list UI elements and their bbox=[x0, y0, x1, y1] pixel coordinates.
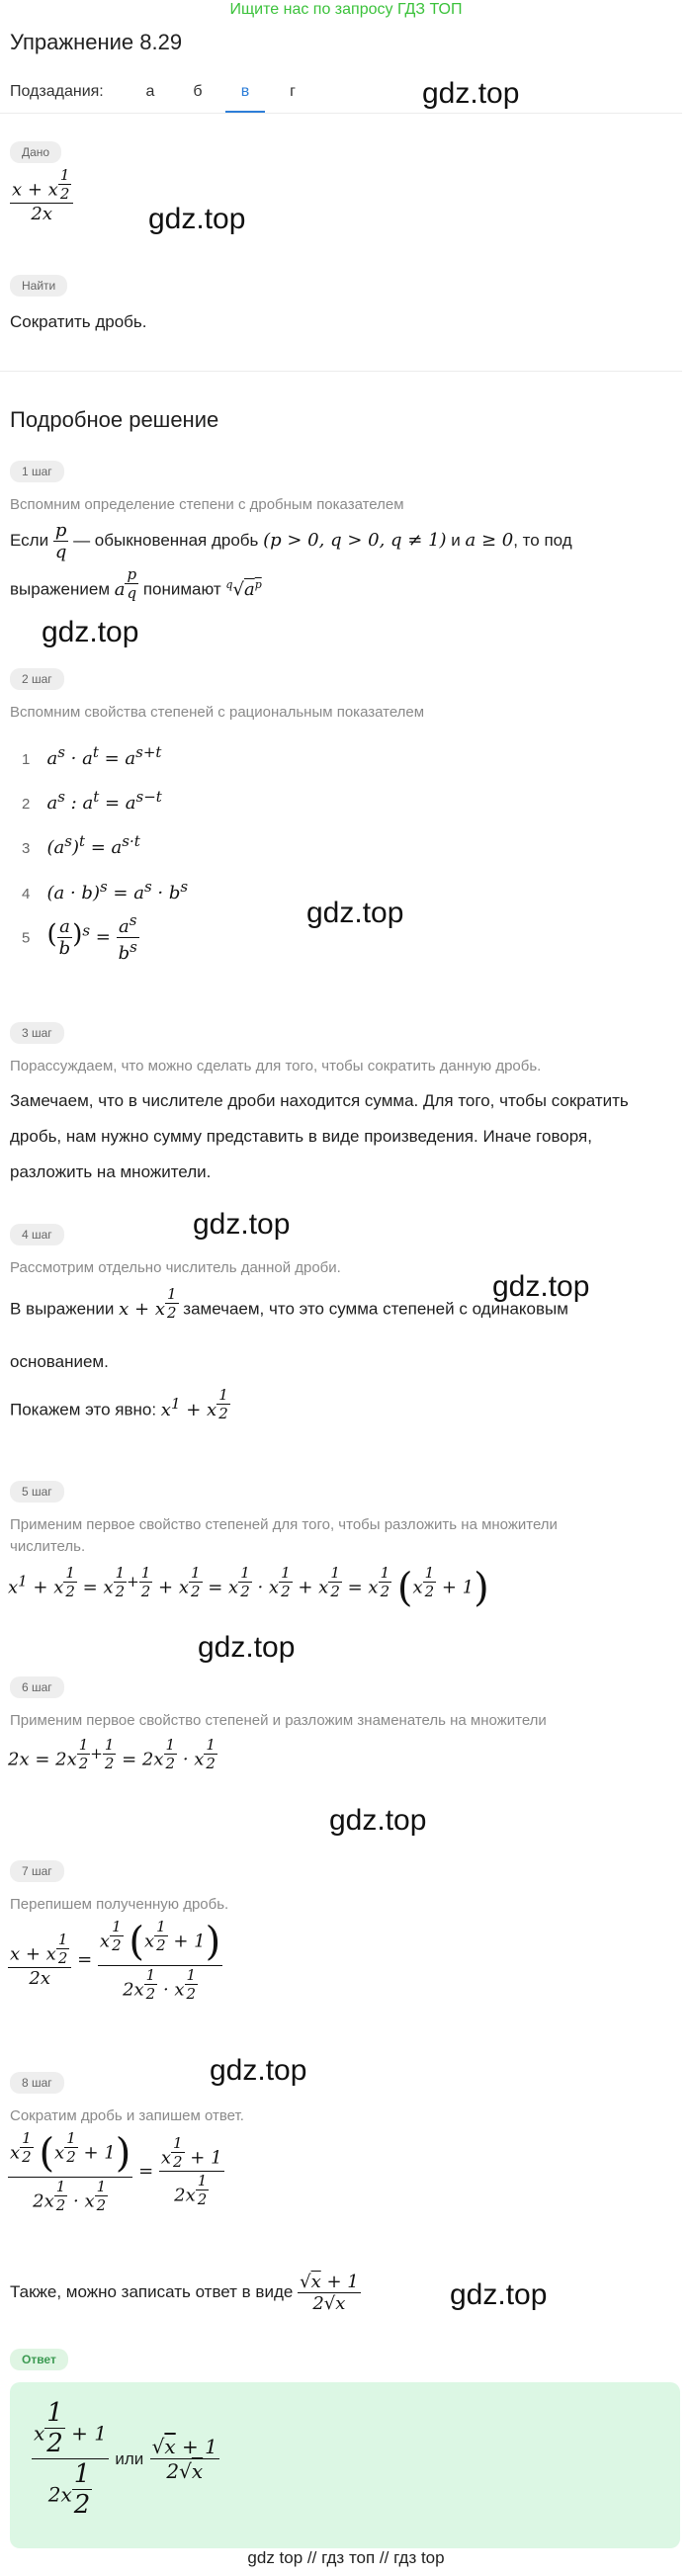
property-1: 1 $a^s \cdot a^t = a^{s+t}$ bbox=[22, 743, 162, 769]
solution-title: Подробное решение bbox=[10, 407, 219, 432]
step-hint: Сократим дробь и запишем ответ. bbox=[10, 2107, 244, 2124]
answer-or: или bbox=[115, 2449, 144, 2468]
watermark: gdz.top bbox=[329, 1804, 427, 1837]
step-hint: Применим первое свойство степеней для того, чтобы разложить на множители bbox=[10, 1516, 558, 1533]
step4-line1: В выражении x + x $^{\frac{1}{2}}$ замечаем, что это сумма степеней с одинаковым bbox=[10, 1285, 568, 1322]
step6-formula: 2x = 2x $^{\frac{1}{2} + \frac{1}{2}}$ = 2x $^{\frac{1}{2}}$ · x $^{\frac{1}{2}}$ bbox=[8, 1736, 216, 1772]
page-title: Упражнение 8.29 bbox=[10, 30, 183, 54]
find-text: Сократить дробь. bbox=[10, 312, 147, 331]
step1-line1: Если $\frac{p}{q}$ — обыкновенная дробь (p > 0, q > 0, q ≠ 1) и a ≥ 0, то под bbox=[10, 520, 572, 562]
watermark: gdz.top bbox=[42, 616, 139, 648]
step-chip: 7 шаг bbox=[10, 1860, 64, 1882]
watermark: gdz.top bbox=[422, 77, 520, 110]
step7-formula: x + x $^{\frac{1}{2}}$ 2x = x $^{\frac{1}{2}}$ (x $^{\frac{1}{2}}$ + 1) 2x $^{\frac{1}{2}}$ · x $^{\frac{1}{2}}$ bbox=[10, 1918, 221, 2003]
watermark: gdz.top bbox=[210, 2054, 307, 2087]
step-chip: 4 шаг bbox=[10, 1224, 64, 1245]
tab-a[interactable]: а bbox=[145, 83, 155, 100]
step3-text: разложить на множители. bbox=[10, 1162, 212, 1181]
step4-line3: Покажем это явно: $x^1 + x$ $^{\frac{1}{2}}$ bbox=[10, 1386, 228, 1422]
property-4: 4 $(a \cdot b)^s = a^s \cdot b^s$ bbox=[22, 878, 189, 903]
step-chip: 1 шаг bbox=[10, 461, 64, 482]
step8-formula: x $^{\frac{1}{2}}$ (x $^{\frac{1}{2}}$ + 1) 2x $^{\frac{1}{2}}$ · x $^{\frac{1}{2}}$ = x $^{\frac{1}{2}}$ + 1 2x $^{\frac{1}{2}}$ bbox=[10, 2129, 222, 2214]
watermark: gdz.top bbox=[492, 1270, 590, 1303]
step-hint: Рассмотрим отдельно числитель данной дроби. bbox=[10, 1259, 341, 1276]
step5-formula: $x^1 + x$ $^{\frac{1}{2}}$ = x $^{\frac{1}{2} + \frac{1}{2}}$ + x $^{\frac{1}{2}}$ = x $^{\frac{1}{2}}$ · x $^{\frac{1}{2}}$ + x $^{\frac{1}{2}}$ = x $^{\frac{1}{2}}$ (x $^{\frac{1}{2}}$ + 1) bbox=[8, 1564, 489, 1611]
answer-formula: x $^{\frac{1}{2}}$ + 1 2x $^{\frac{1}{2}}$ или $\frac{√x + 1}{2√x}$ bbox=[34, 2398, 217, 2520]
property-3: 3 $(a^s)^t = a^{s\cdot t}$ bbox=[22, 832, 140, 858]
step3-text: дробь, нам нужно сумму представить в виде произведения. Иначе говоря, bbox=[10, 1127, 592, 1146]
watermark: gdz.top bbox=[148, 203, 246, 235]
given-fraction: x + x $^{\frac{1}{2}}$ 2x bbox=[10, 166, 73, 224]
subtasks-label: Подзадания: bbox=[10, 83, 104, 100]
step-hint: Перепишем полученную дробь. bbox=[10, 1896, 229, 1913]
step-chip: 6 шаг bbox=[10, 1676, 64, 1698]
step-hint: Применим первое свойство степеней и разложим знаменатель на множители bbox=[10, 1712, 547, 1729]
find-chip: Найти bbox=[10, 275, 67, 297]
step3-text: Замечаем, что в числителе дроби находится сумма. Для того, чтобы сократить bbox=[10, 1091, 629, 1110]
footer-links[interactable]: gdz top // гдз топ // гдз top bbox=[247, 2548, 445, 2567]
step1-line2: выражением a $^{\frac{p}{q}}$ понимают $^q√a^p$ bbox=[10, 565, 262, 602]
watermark: gdz.top bbox=[450, 2278, 548, 2311]
watermark: gdz.top bbox=[306, 897, 404, 929]
step-chip: 8 шаг bbox=[10, 2072, 64, 2094]
tabs-divider bbox=[0, 113, 682, 114]
answer-chip: Ответ bbox=[10, 2349, 68, 2370]
step4-line2: основанием. bbox=[10, 1352, 109, 1371]
step-hint: Порассуждаем, что можно сделать для того, чтобы сократить данную дробь. bbox=[10, 1058, 542, 1074]
step8-also: Также, можно записать ответ в виде $\frac{√x + 1}{2√x}$ bbox=[10, 2272, 359, 2314]
property-2: 2 $a^s$ : $a^t = a^{s-t}$ bbox=[22, 788, 162, 814]
step-hint: Вспомним определение степени с дробным показателем bbox=[10, 496, 404, 513]
step-chip: 5 шаг bbox=[10, 1481, 64, 1503]
tab-b[interactable]: б bbox=[193, 83, 203, 100]
given-chip: Дано bbox=[10, 141, 61, 163]
section-divider bbox=[0, 371, 682, 372]
step-hint: Вспомним свойства степеней с рациональным показателем bbox=[10, 704, 425, 721]
tab-g[interactable]: г bbox=[290, 83, 296, 100]
step-chip: 2 шаг bbox=[10, 668, 64, 690]
active-tab-indicator bbox=[225, 111, 265, 113]
step-hint: числитель. bbox=[10, 1538, 86, 1555]
watermark: gdz.top bbox=[193, 1208, 291, 1241]
tab-v[interactable]: в bbox=[240, 83, 250, 100]
property-5: 5 ( $\frac{a}{b}$ )$^s$ = $\frac{a^s}{b^s}$ bbox=[22, 911, 137, 964]
step-chip: 3 шаг bbox=[10, 1022, 64, 1044]
promo-banner[interactable]: Ищите нас по запросу ГДЗ ТОП bbox=[229, 1, 463, 18]
watermark: gdz.top bbox=[198, 1631, 296, 1664]
